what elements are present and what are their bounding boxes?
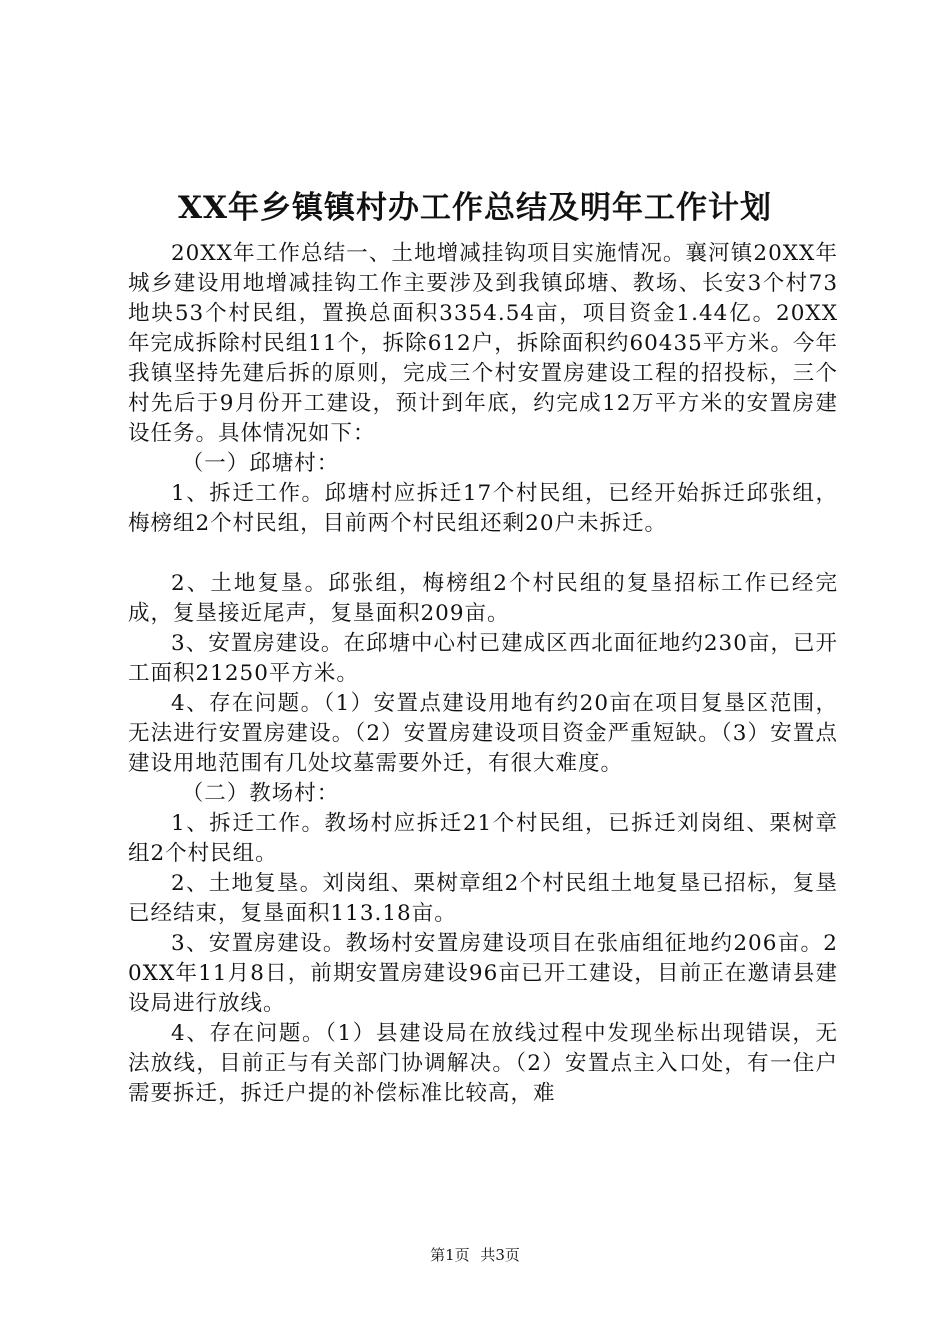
paragraph-qiutang-reclamation: 2、土地复垦。邱张组，梅榜组2个村民组的复垦招标工作已经完成，复垦接近尾声，复垦面积209亩。	[128, 571, 838, 626]
paragraph-jiaochang-reclamation: 2、土地复垦。刘岗组、栗树章组2个村民组土地复垦已招标，复垦已经结束，复垦面积113.18亩。	[128, 871, 838, 926]
document-title: XX年乡镇镇村办工作总结及明年工作计划	[177, 190, 773, 226]
paragraph-jiaochang-housing: 3、安置房建设。教场村安置房建设项目在张庙组征地约206亩。20XX年11月8日，前期安置房建设96亩已开工建设，目前正在邀请县建设局进行放线。	[128, 931, 838, 1016]
document-body	[128, 239, 838, 1109]
paragraph-jiaochang-problems: 4、存在问题。（1）县建设局在放线过程中发现坐标出现错误，无法放线，目前正与有关部门协调解决。（2）安置点主入口处，有一住户需要拆迁，拆迁户提的补偿标准比较高，难	[128, 1021, 838, 1106]
page-footer	[0, 1245, 950, 1265]
paragraph-intro: 20XX年工作总结一、土地增减挂钩项目实施情况。襄河镇20XX年城乡建设用地增减挂钩工作主要涉及到我镇邱塘、教场、长安3个村73地块53个村民组，置换总面积3354.54亩，项目资金1.44亿。20XX年完成拆除村民组11个，拆除612户，拆除面积约60435平方米。今年我镇坚持先建后拆的原则，完成三个村安置房建设工程的招投标，三个村先后于9月份开工建设，预计到年底，约完成12万平方米的安置房建设任务。具体情况如下：	[128, 241, 838, 446]
page-number: 第1页	[430, 1246, 470, 1264]
section-heading-qiutang: （一）邱塘村：	[181, 451, 340, 476]
paragraph-qiutang-problems: 4、存在问题。（1）安置点建设用地有约20亩在项目复垦区范围，无法进行安置房建设。（2）安置房建设项目资金严重短缺。（3）安置点建设用地范围有几处坟墓需要外迁，有很大难度。	[128, 691, 838, 776]
section-heading-jiaochang: （二）教场村：	[181, 781, 340, 806]
paragraph-jiaochang-demolition: 1、拆迁工作。教场村应拆迁21个村民组，已拆迁刘岗组、栗树章组2个村民组。	[128, 811, 838, 866]
page-total: 共3页	[480, 1246, 520, 1264]
paragraph-qiutang-housing: 3、安置房建设。在邱塘中心村已建成区西北面征地约230亩，已开工面积21250平方米。	[128, 631, 838, 686]
paragraph-qiutang-demolition: 1、拆迁工作。邱塘村应拆迁17个村民组，已经开始拆迁邱张组，梅榜组2个村民组，目前两个村民组还剩20户未拆迁。	[128, 481, 838, 536]
